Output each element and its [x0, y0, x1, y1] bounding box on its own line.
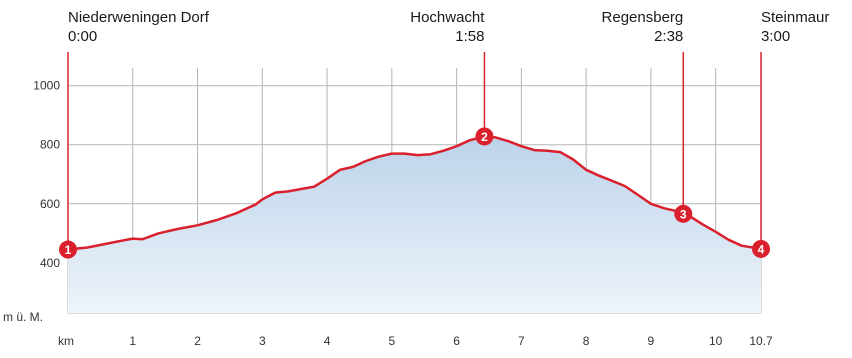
y-tick-label: 600 [39, 196, 60, 211]
x-tick-label: 9 [647, 334, 655, 348]
x-tick-label: 7 [518, 334, 525, 348]
waypoint-name: Hochwacht [410, 9, 485, 26]
x-tick-label: 4 [323, 334, 331, 348]
waypoint-name: Regensberg [601, 9, 684, 26]
waypoint-number: 2 [481, 129, 488, 144]
x-tick-label: 5 [388, 334, 396, 348]
y-tick-label: 800 [39, 137, 60, 152]
waypoint-time: 1:58 [455, 28, 485, 45]
waypoint-name: Niederweningen Dorf [68, 9, 209, 26]
waypoint-labels [68, 9, 829, 45]
x-tick-label: 6 [453, 334, 460, 348]
x-axis-label: km [58, 334, 74, 348]
y-tick-label: 1000 [33, 78, 60, 93]
waypoint-number: 4 [757, 242, 765, 257]
y-axis-ticks [33, 79, 60, 270]
waypoint-name: Steinmaur [761, 9, 830, 26]
waypoint-number: 3 [679, 207, 687, 222]
x-tick-label: 8 [582, 334, 590, 348]
y-axis-label: m ü. M. [3, 310, 44, 324]
y-tick-label: 400 [39, 255, 60, 270]
elevation-area [68, 137, 761, 314]
x-tick-label: 3 [258, 334, 266, 348]
waypoint-time: 3:00 [761, 28, 791, 45]
x-axis-ticks [129, 334, 773, 348]
waypoint-time: 2:38 [654, 28, 684, 45]
x-tick-label: 1 [129, 334, 137, 348]
x-tick-label: 10 [708, 334, 723, 348]
x-tick-label: 2 [194, 334, 201, 348]
waypoint-time: 0:00 [68, 28, 98, 45]
waypoint-number: 1 [64, 243, 72, 258]
x-tick-label: 10.7 [749, 334, 773, 348]
